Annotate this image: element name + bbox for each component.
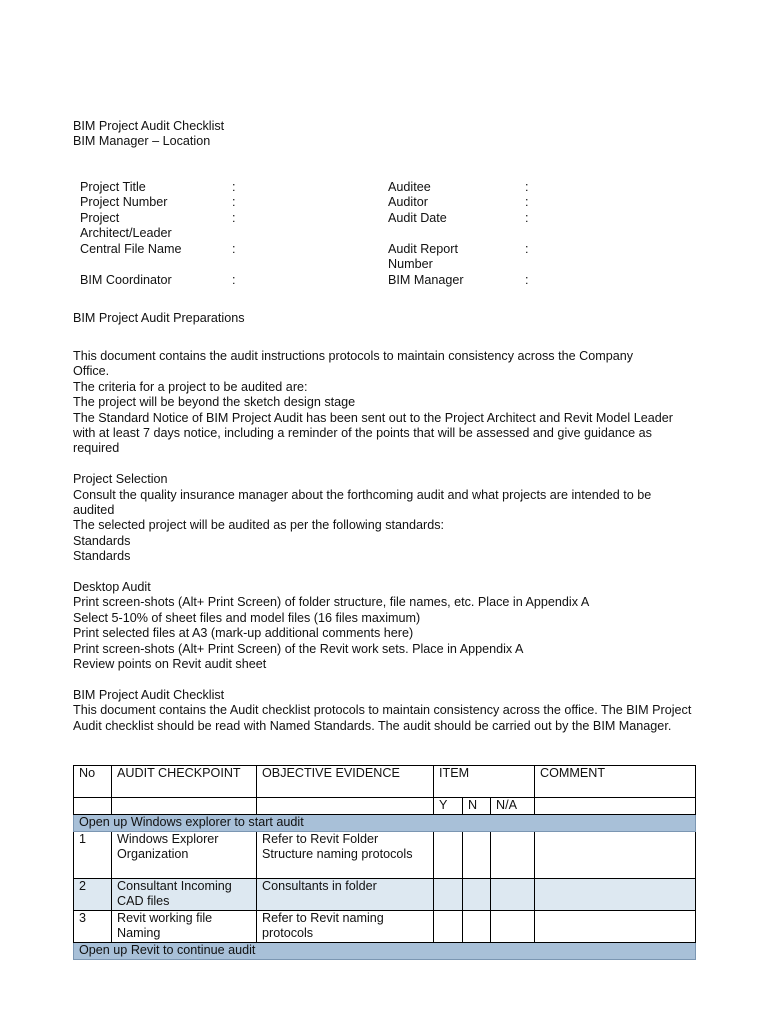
row-checkpoint: Consultant Incoming CAD files [112, 879, 257, 911]
subheader-n: N [463, 798, 491, 815]
info-label-project-title: Project Title [80, 179, 146, 194]
header-comment: COMMENT [535, 766, 696, 798]
info-colon: : [525, 241, 529, 256]
selection-paragraph-4: Standards [73, 549, 131, 564]
header-item: ITEM [434, 766, 535, 798]
row-na-cell[interactable] [491, 832, 535, 879]
row-checkpoint: Revit working file Naming [112, 910, 257, 942]
row-evidence: Refer to Revit Folder Structure naming protocols [257, 832, 434, 879]
row-y-cell[interactable] [434, 879, 463, 911]
document-subtitle: BIM Manager – Location [73, 134, 211, 149]
info-colon: : [232, 195, 236, 210]
checklist-paragraph-1: This document contains the Audit checklist protocols to maintain consistency across the office. The BIM Project Audit checklist should be read with Named Standards. The audit should be carried out by the BIM Manager. [73, 703, 692, 733]
desktop-heading: Desktop Audit [73, 580, 151, 595]
table-row [74, 832, 696, 879]
subheader-empty [112, 798, 257, 815]
row-no: 3 [74, 910, 112, 942]
selection-paragraph-1: Consult the quality insurance manager about the forthcoming audit and what projects are intended to be audited [73, 487, 652, 518]
info-colon: : [525, 272, 529, 287]
info-label-project-architect: Project Architect/Leader [80, 210, 172, 241]
info-label-audit-report-number: Audit Report Number [388, 241, 459, 272]
row-n-cell[interactable] [463, 832, 491, 879]
desktop-item: Print screen-shots (Alt+ Print Screen) of folder structure, file names, etc. Place in Appendix A [73, 595, 590, 610]
info-label-bim-coordinator: BIM Coordinator [80, 272, 172, 287]
subheader-y: Y [434, 798, 463, 815]
preparations-paragraph-2: The criteria for a project to be audited are: [73, 379, 308, 394]
project-info-grid [73, 180, 703, 290]
table-subheader-row [74, 798, 696, 815]
info-colon: : [525, 210, 529, 225]
info-label-auditee: Auditee [388, 179, 431, 194]
info-label-project-number: Project Number [80, 195, 168, 210]
info-colon: : [232, 210, 236, 225]
selection-paragraph-3: Standards [73, 533, 131, 548]
info-label-audit-date: Audit Date [388, 210, 447, 225]
checklist-heading: BIM Project Audit Checklist [73, 687, 225, 702]
section-windows-explorer: Open up Windows explorer to start audit [74, 815, 696, 832]
table-section-row [74, 815, 696, 832]
row-y-cell[interactable] [434, 832, 463, 879]
row-no: 2 [74, 879, 112, 911]
desktop-item: Select 5-10% of sheet files and model files (16 files maximum) [73, 610, 421, 625]
table-row [74, 879, 696, 911]
subheader-empty [74, 798, 112, 815]
desktop-item: Print selected files at A3 (mark-up additional comments here) [73, 626, 414, 641]
row-evidence: Refer to Revit naming protocols [257, 910, 434, 942]
row-no: 1 [74, 832, 112, 879]
header-audit-checkpoint: AUDIT CHECKPOINT [112, 766, 257, 798]
row-n-cell[interactable] [463, 879, 491, 911]
row-comment-cell[interactable] [535, 832, 696, 879]
preparations-paragraph-1: This document contains the audit instructions protocols to maintain consistency across the Company Office. [73, 349, 634, 379]
audit-checklist-table [73, 765, 696, 960]
desktop-item: Print screen-shots (Alt+ Print Screen) of the Revit work sets. Place in Appendix A [73, 641, 524, 656]
row-na-cell[interactable] [491, 879, 535, 911]
row-evidence: Consultants in folder [257, 879, 434, 911]
row-comment-cell[interactable] [535, 879, 696, 911]
document-page [73, 119, 703, 342]
preparations-body [73, 349, 703, 734]
info-colon: : [525, 195, 529, 210]
preparations-heading: BIM Project Audit Preparations [73, 310, 245, 325]
table-header-row [74, 766, 696, 798]
subheader-empty [257, 798, 434, 815]
row-comment-cell[interactable] [535, 910, 696, 942]
info-label-auditor: Auditor [388, 195, 428, 210]
info-colon: : [232, 179, 236, 194]
section-open-revit: Open up Revit to continue audit [74, 942, 696, 959]
row-checkpoint: Windows Explorer Organization [112, 832, 257, 879]
table-row [74, 910, 696, 942]
subheader-empty [535, 798, 696, 815]
desktop-item: Review points on Revit audit sheet [73, 657, 267, 672]
selection-heading: Project Selection [73, 472, 168, 487]
selection-paragraph-2: The selected project will be audited as per the following standards: [73, 518, 445, 533]
info-label-central-file-name: Central File Name [80, 241, 182, 256]
row-n-cell[interactable] [463, 910, 491, 942]
header-no: No [74, 766, 112, 798]
info-label-bim-manager: BIM Manager [388, 272, 464, 287]
preparations-paragraph-3: The project will be beyond the sketch design stage [73, 395, 356, 410]
header-objective-evidence: OBJECTIVE EVIDENCE [257, 766, 434, 798]
row-na-cell[interactable] [491, 910, 535, 942]
info-colon: : [525, 179, 529, 194]
info-colon: : [232, 241, 236, 256]
row-y-cell[interactable] [434, 910, 463, 942]
info-colon: : [232, 272, 236, 287]
document-title: BIM Project Audit Checklist [73, 119, 225, 133]
table-section-row [74, 942, 696, 959]
preparations-paragraph-4: The Standard Notice of BIM Project Audit has been sent out to the Project Architect and Revit Model Leader with at least 7 days notice, including a reminder of the points that will be assessed and give guidance as required [73, 410, 673, 456]
subheader-na: N/A [491, 798, 535, 815]
